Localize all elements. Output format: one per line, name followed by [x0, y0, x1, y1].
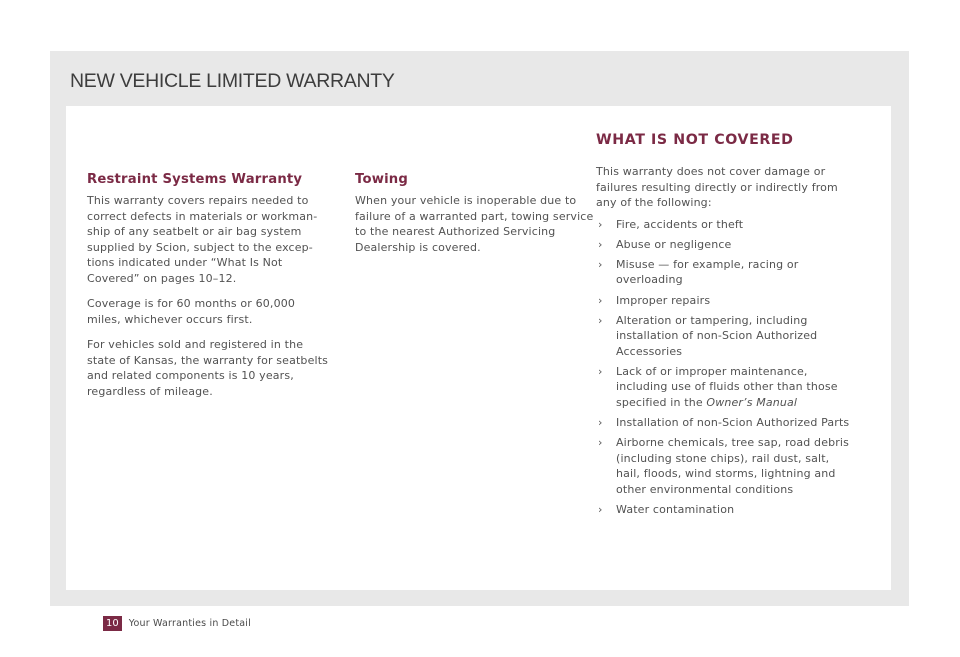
list-item	[596, 293, 856, 309]
chevron-right-icon: ›	[598, 237, 603, 251]
list-item-text: Installation of non-Scion Authorized Parts	[616, 416, 850, 430]
page-number-badge: 10	[103, 616, 122, 631]
restraint-paragraph-1: This warranty covers repairs needed to correct defects in materials or workman-ship of any seatbelt or air bag system supplied by Scion, subject to the excep-tions indicated under “What Is Not Covered” on pages 10–12.	[87, 194, 318, 285]
restraint-paragraph-3: For vehicles sold and registered in the state of Kansas, the warranty for seatbelts and related components is 10 years, regardless of mileage.	[87, 338, 329, 398]
list-item	[596, 502, 856, 518]
chevron-right-icon: ›	[598, 217, 603, 231]
chevron-right-icon: ›	[598, 257, 603, 271]
list-item	[596, 313, 856, 360]
not-covered-heading: WHAT IS NOT COVERED	[596, 132, 794, 148]
content-panel	[66, 106, 891, 629]
towing-section	[355, 172, 600, 255]
list-item	[596, 364, 856, 411]
list-item-text: Misuse — for example, racing or overloading	[616, 257, 799, 287]
restraint-paragraph-2: Coverage is for 60 months or 60,000 miles, whichever occurs first.	[87, 297, 296, 326]
list-item	[596, 435, 856, 497]
page-title: NEW VEHICLE LIMITED WARRANTY	[70, 70, 395, 92]
list-item	[596, 415, 856, 431]
list-item-text: Abuse or negligence	[616, 237, 732, 251]
list-item-text: Alteration or tampering, including installation of non-Scion Authorized Accessories	[616, 313, 818, 358]
chevron-right-icon: ›	[598, 313, 603, 327]
restraint-systems-heading: Restraint Systems Warranty	[87, 172, 303, 187]
list-item-text: Improper repairs	[616, 293, 711, 307]
list-item	[596, 257, 856, 288]
chevron-right-icon: ›	[598, 293, 603, 307]
chevron-right-icon: ›	[598, 364, 603, 378]
restraint-systems-section	[87, 172, 332, 409]
page-frame	[50, 51, 909, 629]
not-covered-intro: This warranty does not cover damage or failures resulting directly or indirectly from any of the following:	[596, 165, 838, 209]
towing-heading: Towing	[355, 172, 409, 187]
exclusion-list	[596, 217, 856, 518]
list-item-text: Water contamination	[616, 503, 735, 516]
towing-paragraph: When your vehicle is inoperable due to failure of a warranted part, towing service to the nearest Authorized Servicing Dealership is covered.	[355, 194, 594, 254]
not-covered-section	[596, 132, 856, 522]
chevron-right-icon: ›	[598, 416, 603, 430]
owners-manual-title: Owner’s Manual	[706, 395, 798, 409]
list-item	[596, 237, 856, 253]
chevron-right-icon: ›	[598, 503, 603, 516]
chevron-right-icon: ›	[598, 436, 603, 450]
list-item	[596, 217, 856, 233]
footer-label: Your Warranties in Detail	[128, 618, 251, 629]
list-item-text: Fire, accidents or theft	[616, 217, 744, 231]
list-item-text: Airborne chemicals, tree sap, road debris (including stone chips), rail dust, salt, hail, floods, wind storms, lightning and other environmental conditions	[616, 436, 850, 496]
page-footer	[103, 616, 251, 631]
list-item-text: Lack of or improper maintenance, including use of fluids other than those specified in the	[616, 364, 838, 409]
